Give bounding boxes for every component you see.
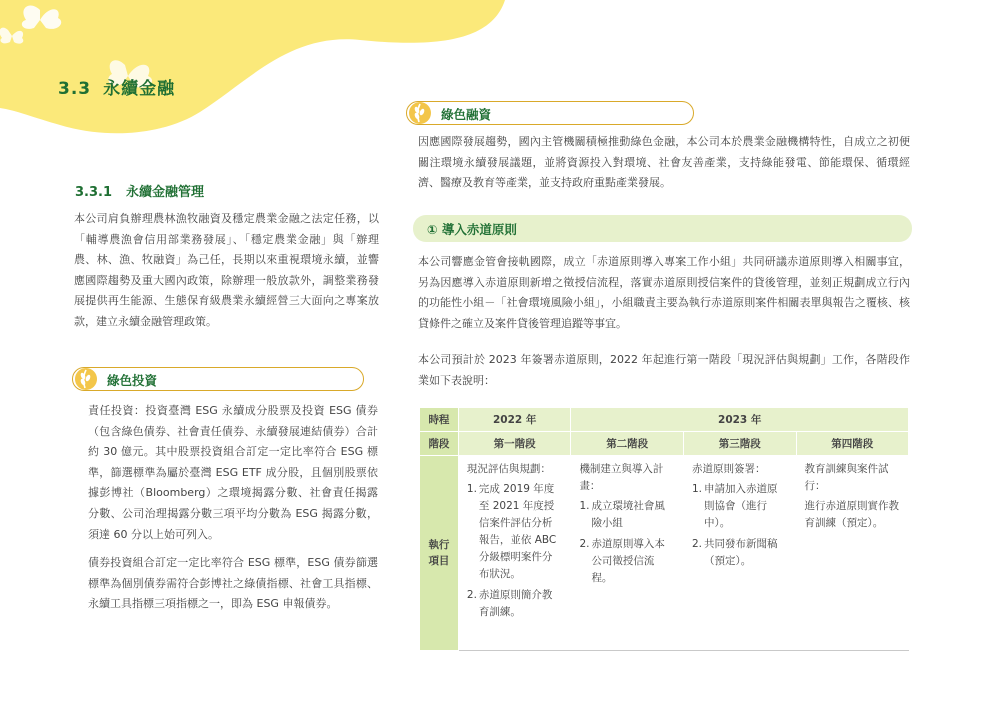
list-item: 2. 赤道原則簡介教育訓練。	[466, 589, 553, 618]
equator-paragraph-2: 本公司預計於 2023 年簽署赤道原則，2022 年起進行第一階段「現況評估與規劃」工作，各階段作業如下表說明：	[418, 353, 910, 387]
equator-phase-table	[419, 407, 909, 651]
green-investment-paragraph-1: 責任投資：投資臺灣 ESG 永續成分股票及投資 ESG 債券（包含綠色債券、社會責任債券、永續發展連結債券）合計約 30 億元。其中股票投資組合訂定一定比率符合 ESG 標準，篩選標準為屬於臺灣 ESG ETF 成分股，且個別股票依據彭博社（Bloomberg）之環境揭露分數、社會責任揭露分數、公司治理揭露分數三項平均分數為 ESG 揭露分數，須達 60 分以上始可列入。	[88, 404, 378, 541]
green-investment-heading	[72, 367, 364, 391]
section-number: 3.3	[58, 79, 92, 99]
list-item: 2. 赤道原則導入本公司徵授信流程。	[579, 538, 665, 584]
year-2023: 2023 年	[571, 408, 909, 432]
intro-paragraph: 本公司肩負辦理農林漁牧融資及穩定農業金融之法定任務，以「輔導農漁會信用部業務發展」、「穩定農業金融」與「辦理農、林、漁、牧融資」為己任，長期以來重視環境永續，並響應國際趨勢及重大國內政策，除辦理一般放款外，調整業務發展提供再生能源、生態保育級農業永續經營三大面向之專案放款，建立永續金融管理政策。	[74, 212, 379, 328]
list-item: 1. 完成 2019 年度至 2021 年度授信案件評估分析報告，並依 ABC 分級標明案件分布狀況。	[466, 483, 557, 580]
row-label-items: 執行項目	[420, 456, 459, 651]
phase-4: 第四階段	[796, 432, 909, 456]
phase-3-cell: 赤道原則簽署： 1. 申請加入赤道原則協會（進行中）。 2. 共同發布新聞稿（預定）。	[683, 456, 796, 651]
green-investment-heading-text: 綠色投資	[107, 373, 158, 388]
row-label-phase: 階段	[420, 432, 459, 456]
phase-1-cell: 現況評估與規劃： 1. 完成 2019 年度至 2021 年度授信案件評估分析報告，並依 ABC 分級標明案件分布狀況。 2. 赤道原則簡介教育訓練。	[458, 456, 571, 651]
equator-principles-heading-text: ① 導入赤道原則	[427, 222, 517, 237]
phase-3: 第三階段	[683, 432, 796, 456]
phase-2-cell: 機制建立與導入計畫： 1. 成立環境社會風險小組 2. 赤道原則導入本公司徵授信流程。	[571, 456, 684, 651]
green-financing-heading	[406, 101, 694, 125]
table-row-phase	[420, 432, 909, 456]
green-financing-heading-text: 綠色融資	[441, 107, 492, 122]
section-title	[58, 74, 175, 99]
row-label-period: 時程	[420, 408, 459, 432]
list-item: 2. 共同發布新聞稿（預定）。	[691, 538, 778, 567]
green-financing-paragraph: 因應國際發展趨勢，國內主管機關積極推動綠色金融，本公司本於農業金融機構特性，自成立之初便關注環境永續發展議題，並將資源投入對環境、社會友善產業，支持綠能發電、節能環保、循環經濟、醫療及教育等產業，並支持政府重點產業發展。	[418, 135, 910, 190]
list-item: 1. 申請加入赤道原則協會（進行中）。	[691, 483, 778, 529]
phase-1: 第一階段	[458, 432, 571, 456]
green-investment-paragraph-2: 債券投資組合訂定一定比率符合 ESG 標準，ESG 債券篩選標準為個別債券需符合彭博社之綠債指標、社會工具指標、永續工具指標三項指標之一，即為 ESG 申報債券。	[88, 556, 378, 611]
table-row-items	[420, 456, 909, 651]
phase-2: 第二階段	[571, 432, 684, 456]
phase-4-cell: 教育訓練與案件試行： 進行赤道原則實作教育訓練（預定）。	[796, 456, 909, 651]
section-title-text: 永續金融	[103, 79, 176, 99]
phase-4-text: 進行赤道原則實作教育訓練（預定）。	[804, 500, 899, 529]
wheat-leaf-icon	[71, 364, 101, 394]
year-2022: 2022 年	[458, 408, 571, 432]
phase-1-list	[467, 481, 563, 621]
equator-principles-heading	[413, 215, 912, 242]
subsection-number: 3.3.1	[75, 185, 113, 200]
subsection-title	[75, 181, 204, 200]
table-row-period	[420, 408, 909, 432]
phase-3-list	[692, 481, 788, 570]
subsection-title-text: 永續金融管理	[126, 185, 205, 200]
phase-2-list	[579, 498, 675, 587]
equator-paragraph-1: 本公司響應金管會接軌國際，成立「赤道原則導入專案工作小組」共同研議赤道原則導入相關事宜，另為因應導入赤道原則新增之徵授信流程，落實赤道原則授信案件的貸後管理，並刻正規劃成立行內的功能性小組－「社會環境風險小組」，小組職責主要為執行赤道原則案件相關表單與報告之覆核、核貸條件之確立及案件貸後管理追蹤等事宜。	[418, 255, 910, 330]
wheat-leaf-icon	[405, 98, 435, 128]
list-item: 1. 成立環境社會風險小組	[579, 500, 665, 529]
